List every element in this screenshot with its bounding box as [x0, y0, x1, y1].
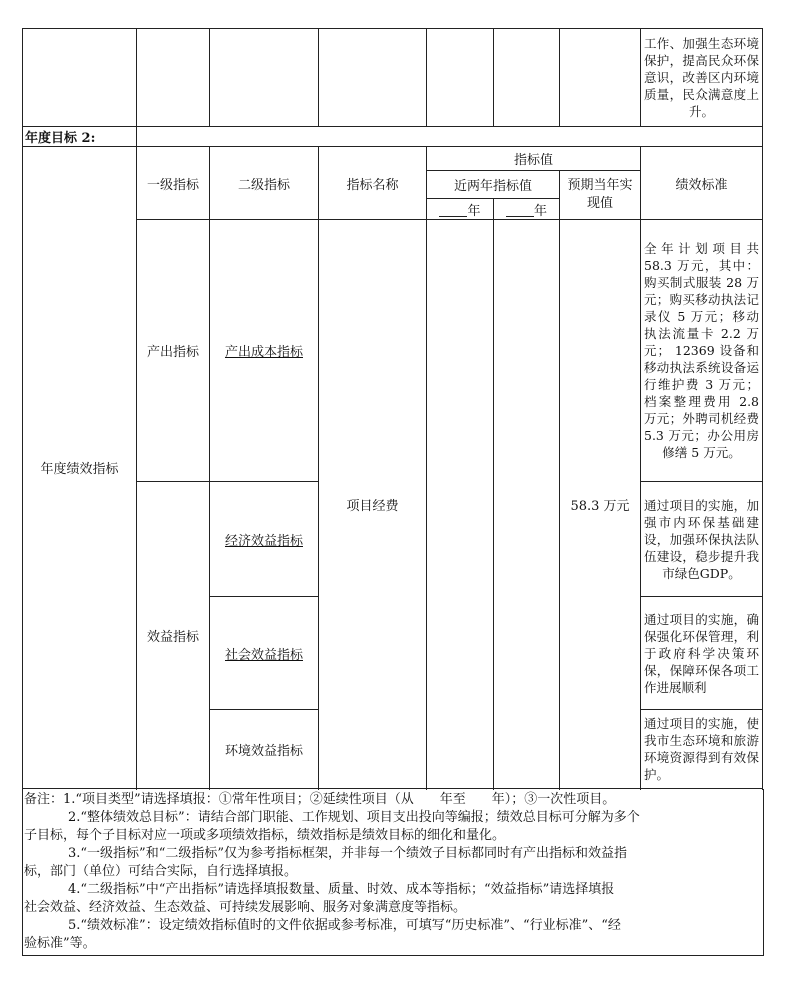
- annual-goal-value: [137, 127, 763, 147]
- environment-benefit-level2: 环境效益指标: [210, 710, 319, 789]
- note-line-5a: 5.“绩效标准”：设定绩效指标值时的文件依据或参考标准，可填写“历史标准”、“行业标准”、“经: [68, 918, 621, 933]
- expected-value: 58.3 万元: [560, 220, 641, 789]
- header-level1: 一级指标: [137, 147, 210, 220]
- benefit-level1: 效益指标: [137, 482, 210, 789]
- header-indicator-name: 指标名称: [319, 147, 427, 220]
- note-line-4b: 社会效益、经济效益、生态效益、可持续发展影响、服务对象满意度等指标。: [24, 900, 467, 915]
- output-level1: 产出指标: [137, 220, 210, 482]
- notes-section: [22, 789, 764, 956]
- performance-indicator-table: [22, 28, 763, 789]
- header-recent-two-years: 近两年指标值: [427, 171, 560, 199]
- continuation-row: [23, 29, 763, 127]
- annual-goal-label: 年度目标 2:: [23, 127, 137, 147]
- year-a-value: [427, 220, 494, 789]
- environment-benefit-standard: 通过项目的实施，使我市生态环境和旅游环境资源得到有效保护。: [641, 710, 763, 789]
- indicator-name-value: 项目经费: [319, 220, 427, 789]
- note-line-4a: 4.“二级指标”中“产出指标”请选择填报数量、质量、时效、成本等指标；“效益指标”请选择填报: [68, 882, 615, 897]
- header-level2: 二级指标: [210, 147, 319, 220]
- year-b-value: [494, 220, 560, 789]
- section-label-cell: 年度绩效指标: [23, 147, 137, 789]
- economic-benefit-standard: 通过项目的实施，加强市内环保基础建设，加强环保执法队伍建设，稳步提升我市绿色GDP。: [641, 482, 763, 597]
- performance-table-page: [22, 28, 762, 956]
- header-indicator-value: 指标值: [427, 147, 641, 171]
- social-benefit-level2: 社会效益指标: [210, 597, 319, 710]
- year-a-blank: [439, 204, 467, 217]
- output-standard: 全年计划项目共58.3 万元，其中：购买制式服装 28 万元；购买移动执法记录仪 5 万元；移动执法流量卡 2.2 万元； 12369 设备和移动执法系统设备运行维护费 3 万元；档案整理费用 2.8 万元；外聘司机经费 5.3 万元；办公用房修缮 5 万元。: [641, 220, 763, 482]
- header-standard: 绩效标准: [641, 147, 763, 220]
- note-line-2b: 子目标，每个子目标对应一项或多项绩效指标，绩效指标是绩效目标的细化和量化。: [24, 828, 506, 843]
- header-year-b-cell: [494, 199, 560, 220]
- output-level2: 产出成本指标: [210, 220, 319, 482]
- note-line-1: 备注：1.“项目类型”请选择填报：①常年性项目；②延续性项目（从 年至 年）；③一次性项目。: [24, 792, 616, 807]
- year-b-blank: [506, 204, 534, 217]
- annual-goal-row: [23, 127, 763, 147]
- header-year-a: 年: [467, 203, 481, 219]
- continuation-standard-cell: 工作、加强生态环境保护，提高民众环保意识，改善区内环境质量，民众满意度上升。: [641, 29, 763, 127]
- header-year-b: 年: [533, 203, 547, 219]
- economic-benefit-level2: 经济效益指标: [210, 482, 319, 597]
- note-line-2a: 2.“整体绩效总目标”：请结合部门职能、工作规划、项目支出投向等编报；绩效总目标可分解为多个: [68, 810, 640, 825]
- header-expected: 预期当年实现值: [560, 171, 641, 220]
- header-year-a-cell: [427, 199, 494, 220]
- note-line-3a: 3.“一级指标”和“二级指标”仅为参考指标框架，并非每一个绩效子目标都同时有产出指标和效益指: [68, 846, 627, 861]
- header-row-1: [23, 147, 763, 171]
- social-benefit-standard: 通过项目的实施，确保强化环保管理，利于政府科学决策环保，保障环保各项工作进展顺利: [641, 597, 763, 710]
- note-line-3b: 标，部门（单位）可结合实际，自行选择填报。: [24, 864, 298, 879]
- note-line-5b: 验标准”等。: [24, 936, 96, 951]
